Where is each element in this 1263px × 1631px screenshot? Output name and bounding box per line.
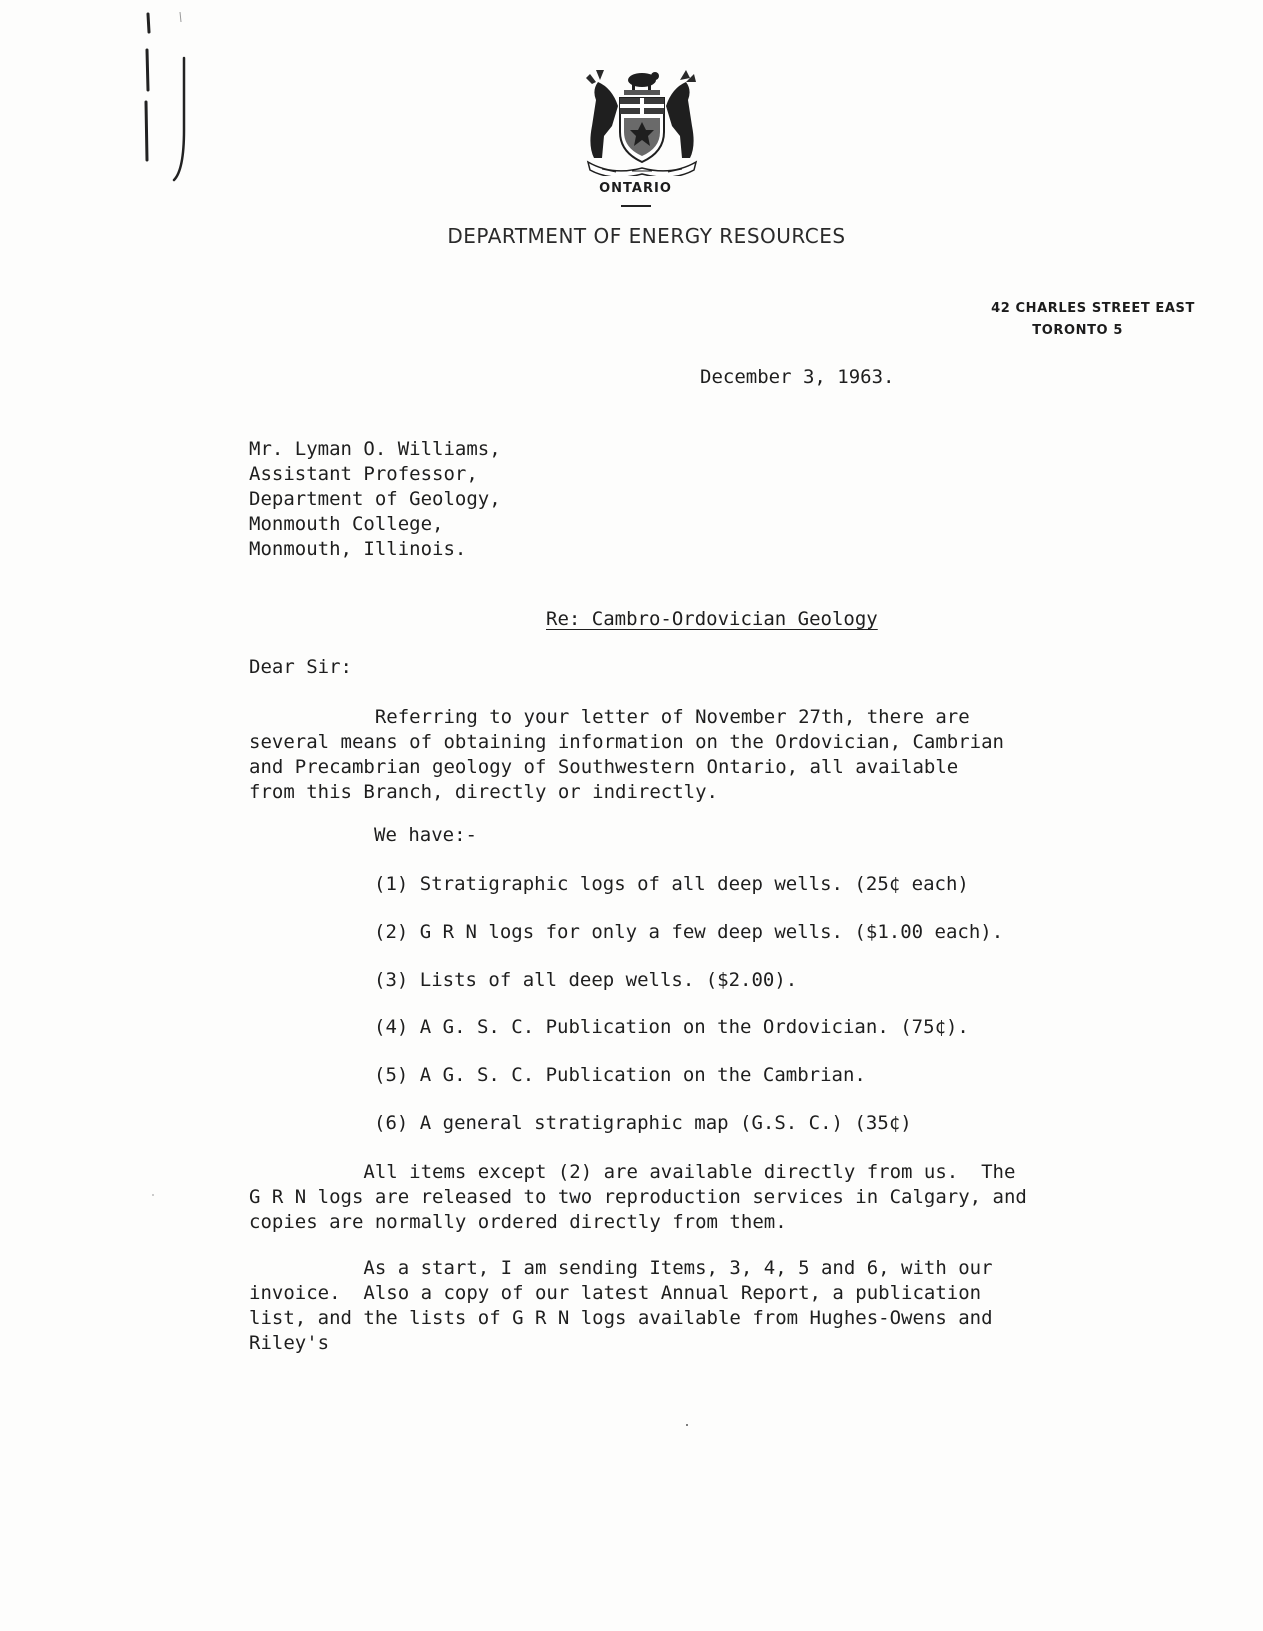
body-paragraph-1: Referring to your letter of November 27th, there are several means of obtaining information on the Ordovician, Cambrian and Precambrian geology of Southwestern Ontario, all available from this Branch, directly or indirectly. bbox=[249, 706, 1004, 803]
recipient-line: Monmouth College, bbox=[249, 513, 444, 535]
subject-line: Re: Cambro-Ordovician Geology bbox=[546, 608, 878, 630]
list-item: (6) A general stratigraphic map (G.S. C.) (35¢) bbox=[374, 1112, 912, 1134]
list-item: (4) A G. S. C. Publication on the Ordovician. (75¢). bbox=[374, 1016, 969, 1038]
list-intro: We have:- bbox=[374, 824, 477, 846]
header-rule bbox=[621, 205, 651, 207]
province-name: ONTARIO bbox=[599, 181, 672, 196]
binder-marks bbox=[140, 10, 200, 200]
letter-date: December 3, 1963. bbox=[700, 366, 895, 388]
ontario-coat-of-arms-icon bbox=[582, 66, 702, 176]
recipient-block bbox=[249, 437, 501, 562]
body-paragraph-3: As a start, I am sending Items, 3, 4, 5 and 6, with our invoice. Also a copy of our latest Annual Report, a publication list, and the lists of G R N logs available from Hughes-Owens and Riley's bbox=[249, 1257, 993, 1354]
list-item: (3) Lists of all deep wells. ($2.00). bbox=[374, 969, 798, 991]
list-item: (5) A G. S. C. Publication on the Cambrian. bbox=[374, 1064, 866, 1086]
department-title: DEPARTMENT OF ENERGY RESOURCES bbox=[447, 224, 846, 248]
recipient-line: Monmouth, Illinois. bbox=[249, 538, 467, 560]
list-item: (2) G R N logs for only a few deep wells. ($1.00 each). bbox=[374, 921, 1004, 943]
address-line-1: 42 CHARLES STREET EAST bbox=[991, 301, 1195, 316]
list-item: (1) Stratigraphic logs of all deep wells. (25¢ each) bbox=[374, 873, 969, 895]
recipient-line: Department of Geology, bbox=[249, 488, 501, 510]
recipient-line: Mr. Lyman O. Williams, bbox=[249, 438, 501, 460]
body-paragraph-2: All items except (2) are available directly from us. The G R N logs are released to two reproduction services in Calgary, and copies are normally ordered directly from them. bbox=[249, 1161, 1027, 1233]
paper-speck bbox=[152, 1194, 154, 1196]
department-address bbox=[991, 298, 1195, 342]
salutation: Dear Sir: bbox=[249, 656, 352, 678]
paper-speck bbox=[686, 1424, 688, 1426]
address-line-2: TORONTO 5 bbox=[1032, 323, 1123, 338]
recipient-line: Assistant Professor, bbox=[249, 463, 478, 485]
